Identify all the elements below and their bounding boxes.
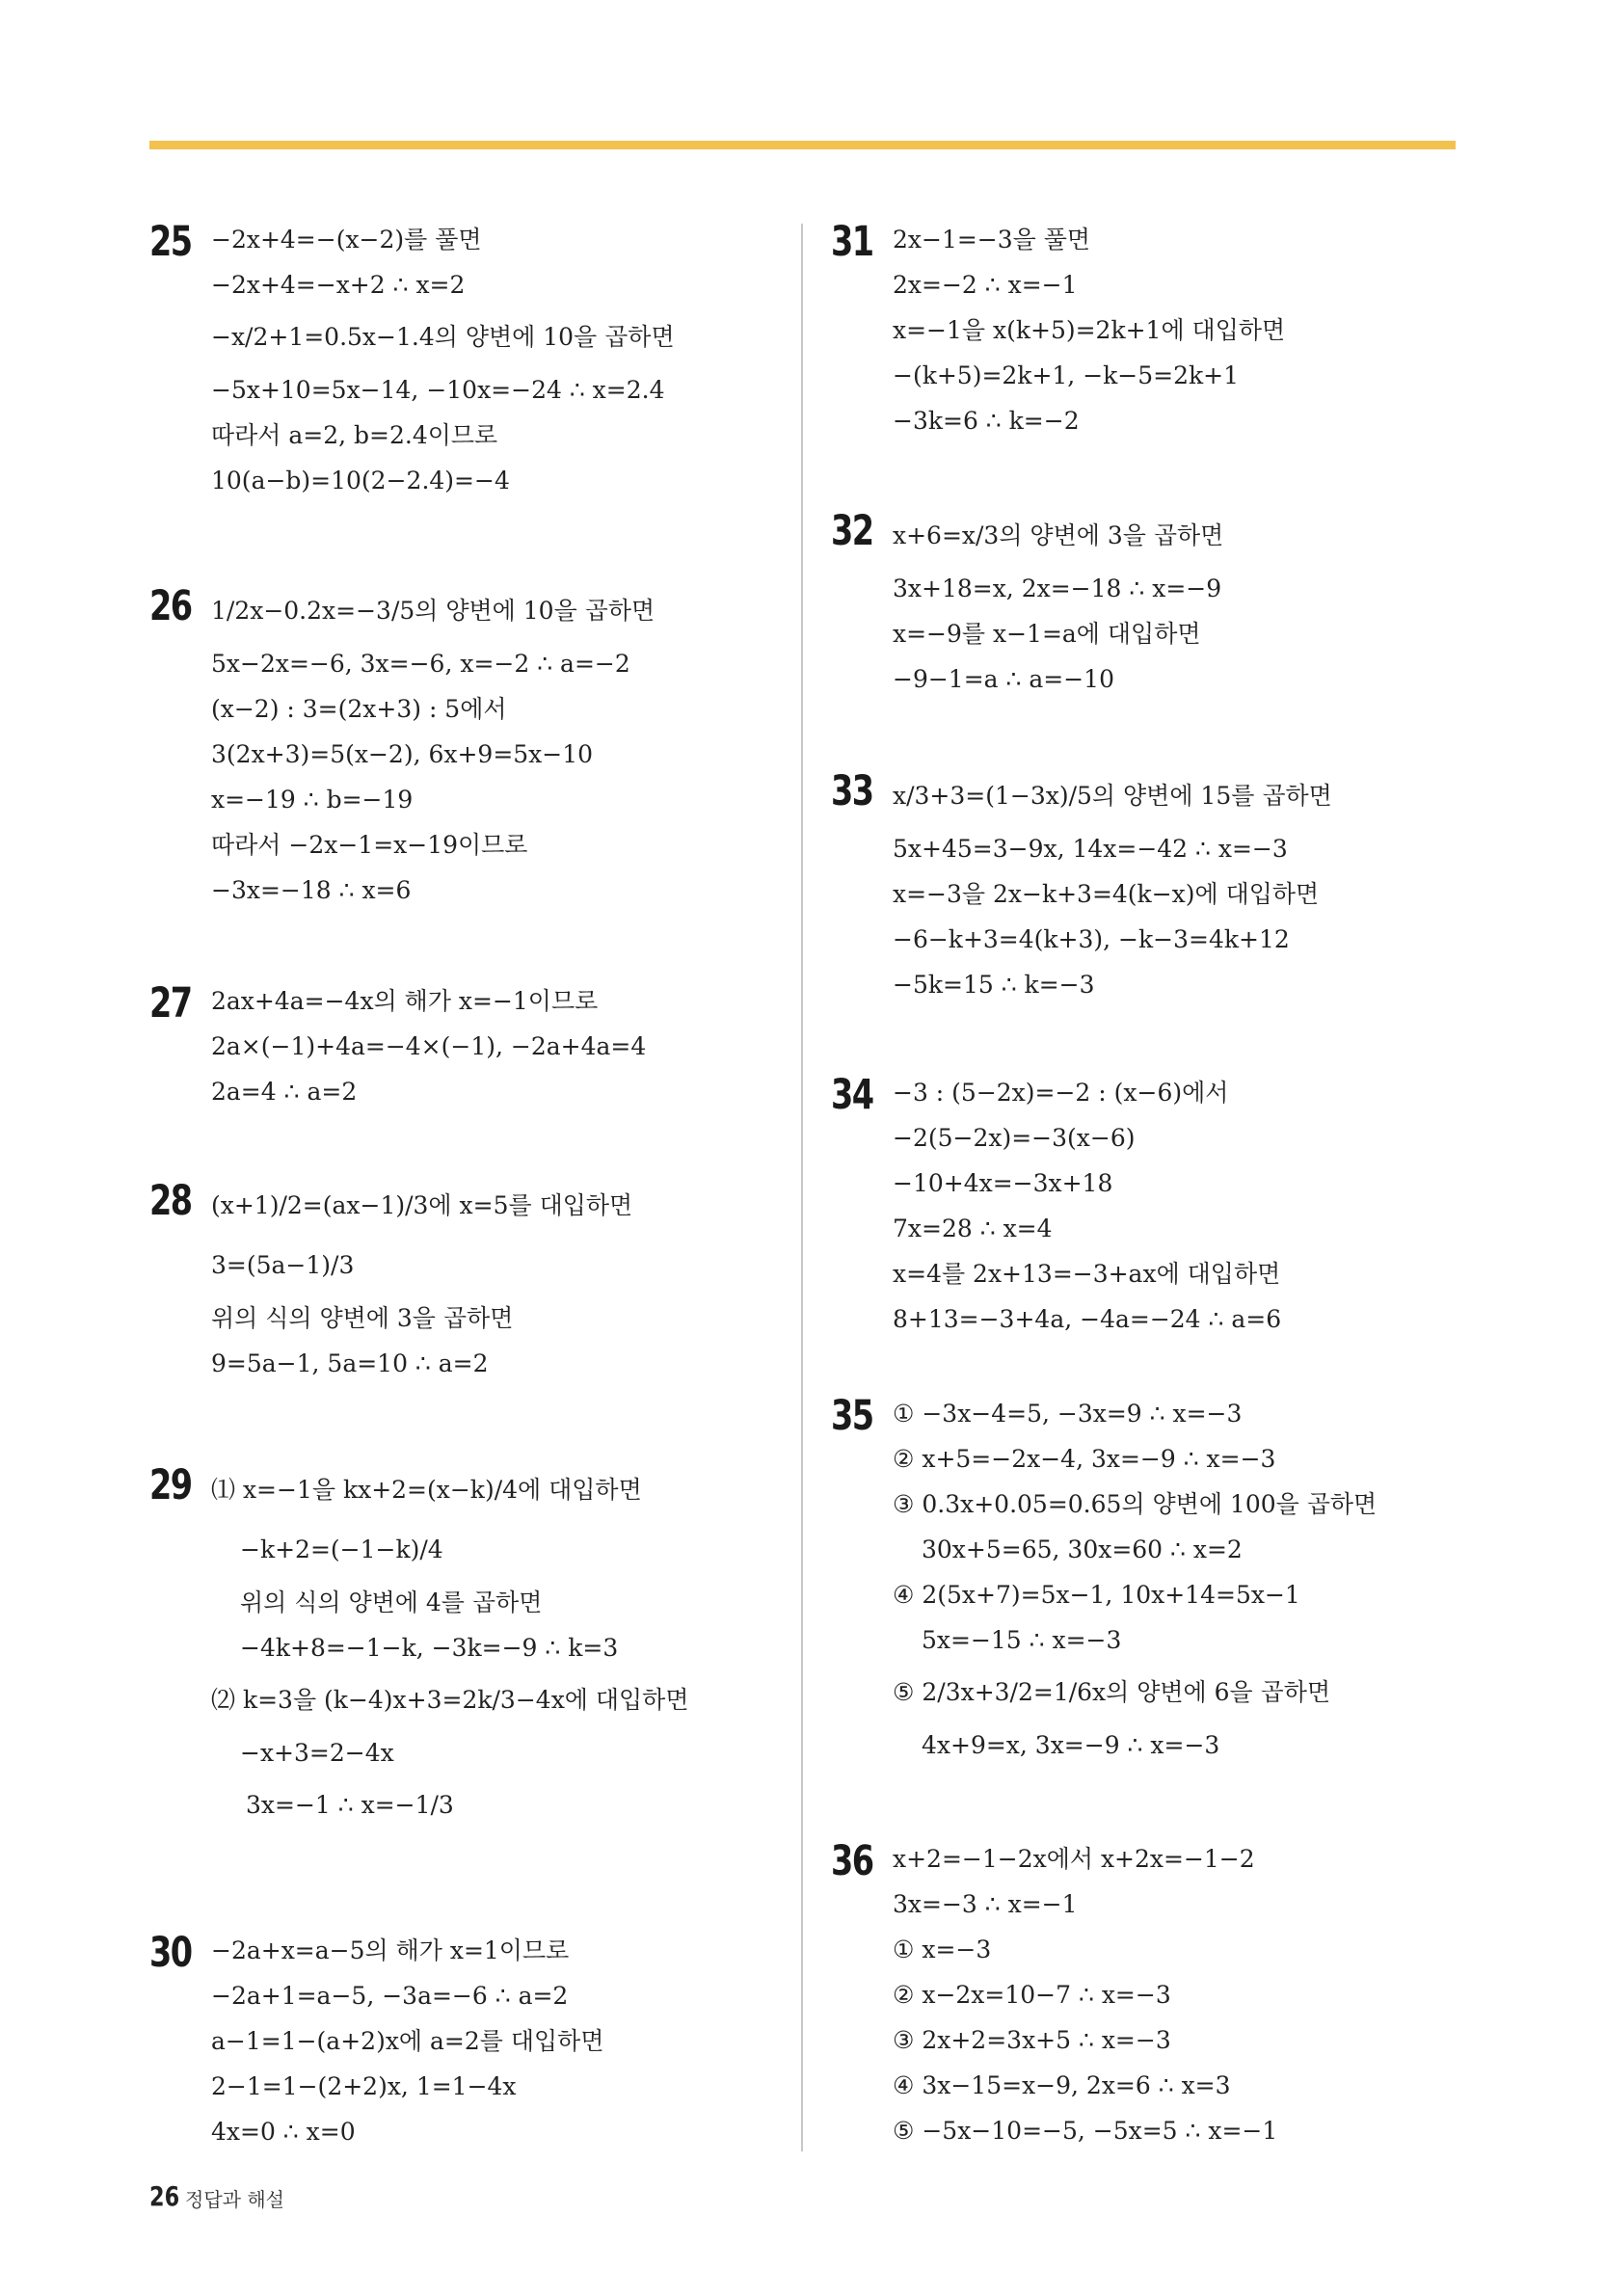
solution-line: −9−1=a ∴ a=−10	[893, 665, 1114, 693]
solution-line: 7x=28 ∴ x=4	[893, 1215, 1053, 1242]
solution-line: ③ 2x+2=3x+5 ∴ x=−3	[893, 2026, 1171, 2054]
solution-line: 5x=−15 ∴ x=−3	[922, 1626, 1122, 1654]
solution-line: ① x=−3	[893, 1936, 992, 1963]
solution-line: 2x−1=−3을 풀면	[893, 226, 1091, 254]
solution-line: 따라서 −2x−1=x−19이므로	[211, 831, 528, 859]
solution-line: 30x+5=65, 30x=60 ∴ x=2	[922, 1535, 1243, 1563]
solution-line: 따라서 a=2, b=2.4이므로	[211, 421, 498, 449]
solution-line: −x/2+1=0.5x−1.4의 양변에 10을 곱하면	[211, 323, 675, 351]
solution-line: −x+3=2−4x	[240, 1739, 394, 1767]
solution-line: 10(a−b)=10(2−2.4)=−4	[211, 467, 510, 494]
solution-line: 2a×(−1)+4a=−4×(−1), −2a+4a=4	[211, 1032, 647, 1060]
solution-line: ③ 0.3x+0.05=0.65의 양변에 100을 곱하면	[893, 1490, 1378, 1518]
problem-number: 30	[149, 1929, 192, 1977]
problem-number: 36	[831, 1837, 873, 1885]
solution-line: −2(5−2x)=−3(x−6)	[893, 1124, 1136, 1152]
solution-line: (x+1)/2=(ax−1)/3에 x=5를 대입하면	[211, 1191, 633, 1219]
solution-line: −10+4x=−3x+18	[893, 1169, 1113, 1197]
solution-line: 3(2x+3)=5(x−2), 6x+9=5x−10	[211, 740, 594, 768]
solution-line: −3 : (5−2x)=−2 : (x−6)에서	[893, 1079, 1229, 1107]
problem-number: 29	[149, 1461, 192, 1509]
solution-line: x=−1을 x(k+5)=2k+1에 대입하면	[893, 316, 1286, 344]
solution-line: a−1=1−(a+2)x에 a=2를 대입하면	[211, 2027, 604, 2055]
solution-line: ④ 2(5x+7)=5x−1, 10x+14=5x−1	[893, 1581, 1300, 1609]
problem-number: 27	[149, 979, 192, 1028]
solution-line: x+2=−1−2x에서 x+2x=−1−2	[893, 1845, 1255, 1873]
footer-label: 정답과 해설	[185, 2188, 284, 2211]
solution-line: −3k=6 ∴ k=−2	[893, 407, 1080, 435]
solution-line: 2x=−2 ∴ x=−1	[893, 271, 1078, 299]
solution-line: −5x+10=5x−14, −10x=−24 ∴ x=2.4	[211, 376, 665, 404]
solution-line: 3x+18=x, 2x=−18 ∴ x=−9	[893, 574, 1222, 602]
solution-line: 3x=−1 ∴ x=−1/3	[246, 1791, 454, 1819]
solution-line: 5x−2x=−6, 3x=−6, x=−2 ∴ a=−2	[211, 650, 630, 678]
solution-line: −(k+5)=2k+1, −k−5=2k+1	[893, 361, 1240, 389]
solution-line: ⑤ 2/3x+3/2=1/6x의 양변에 6을 곱하면	[893, 1678, 1331, 1706]
solution-line: 9=5a−1, 5a=10 ∴ a=2	[211, 1349, 489, 1377]
solution-line: 4x+9=x, 3x=−9 ∴ x=−3	[922, 1731, 1220, 1759]
solution-line: x=4를 2x+13=−3+ax에 대입하면	[893, 1260, 1281, 1288]
solution-line: ⑴ x=−1을 kx+2=(x−k)/4에 대입하면	[211, 1476, 642, 1504]
problem-number: 34	[831, 1071, 873, 1119]
solution-line: ⑵ k=3을 (k−4)x+3=2k/3−4x에 대입하면	[211, 1686, 689, 1714]
solution-line: −5k=15 ∴ k=−3	[893, 971, 1095, 999]
solution-line: x=−3을 2x−k+3=4(k−x)에 대입하면	[893, 880, 1320, 908]
solution-line: 3=(5a−1)/3	[211, 1251, 355, 1279]
solution-line: ② x−2x=10−7 ∴ x=−3	[893, 1981, 1171, 2009]
solution-line: ④ 3x−15=x−9, 2x=6 ∴ x=3	[893, 2071, 1231, 2099]
solution-line: ② x+5=−2x−4, 3x=−9 ∴ x=−3	[893, 1445, 1276, 1473]
solution-line: −3x=−18 ∴ x=6	[211, 876, 412, 904]
solution-line: −2x+4=−x+2 ∴ x=2	[211, 271, 466, 299]
problem-number: 26	[149, 582, 192, 630]
solution-line: x=−19 ∴ b=−19	[211, 786, 414, 814]
solution-line: 2ax+4a=−4x의 해가 x=−1이므로	[211, 987, 599, 1015]
solution-line: 1/2x−0.2x=−3/5의 양변에 10을 곱하면	[211, 597, 655, 625]
solution-line: x=−9를 x−1=a에 대입하면	[893, 620, 1201, 648]
solution-line: 4x=0 ∴ x=0	[211, 2118, 356, 2146]
solution-line: −6−k+3=4(k+3), −k−3=4k+12	[893, 925, 1290, 953]
problem-number: 35	[831, 1392, 873, 1440]
solution-line: x+6=x/3의 양변에 3을 곱하면	[893, 521, 1224, 549]
solution-line: 2−1=1−(2+2)x, 1=1−4x	[211, 2072, 517, 2100]
solution-line: 5x+45=3−9x, 14x=−42 ∴ x=−3	[893, 835, 1288, 863]
page-number: 26	[149, 2180, 180, 2212]
solution-line: ① −3x−4=5, −3x=9 ∴ x=−3	[893, 1400, 1243, 1428]
solution-line: 위의 식의 양변에 3을 곱하면	[211, 1304, 514, 1332]
problem-number: 28	[149, 1177, 192, 1225]
solution-line: x/3+3=(1−3x)/5의 양변에 15를 곱하면	[893, 782, 1332, 810]
problem-number: 32	[831, 507, 873, 555]
solution-line: 3x=−3 ∴ x=−1	[893, 1890, 1078, 1918]
solution-line: −2a+x=a−5의 해가 x=1이므로	[211, 1936, 570, 1964]
problem-number: 25	[149, 218, 192, 266]
solution-line: 위의 식의 양변에 4를 곱하면	[240, 1589, 543, 1616]
problem-number: 33	[831, 767, 873, 815]
solution-line: −2x+4=−(x−2)를 풀면	[211, 226, 482, 254]
solution-line: (x−2) : 3=(2x+3) : 5에서	[211, 695, 507, 723]
solution-line: ⑤ −5x−10=−5, −5x=5 ∴ x=−1	[893, 2117, 1278, 2145]
solution-line: 2a=4 ∴ a=2	[211, 1078, 358, 1106]
header-accent-bar	[149, 141, 1456, 149]
solution-line: 8+13=−3+4a, −4a=−24 ∴ a=6	[893, 1305, 1282, 1333]
solution-line: −2a+1=a−5, −3a=−6 ∴ a=2	[211, 1982, 569, 2010]
column-divider	[801, 224, 803, 2151]
solution-line: −4k+8=−1−k, −3k=−9 ∴ k=3	[240, 1634, 619, 1662]
solution-line: −k+2=(−1−k)/4	[240, 1535, 443, 1563]
problem-number: 31	[831, 218, 873, 266]
